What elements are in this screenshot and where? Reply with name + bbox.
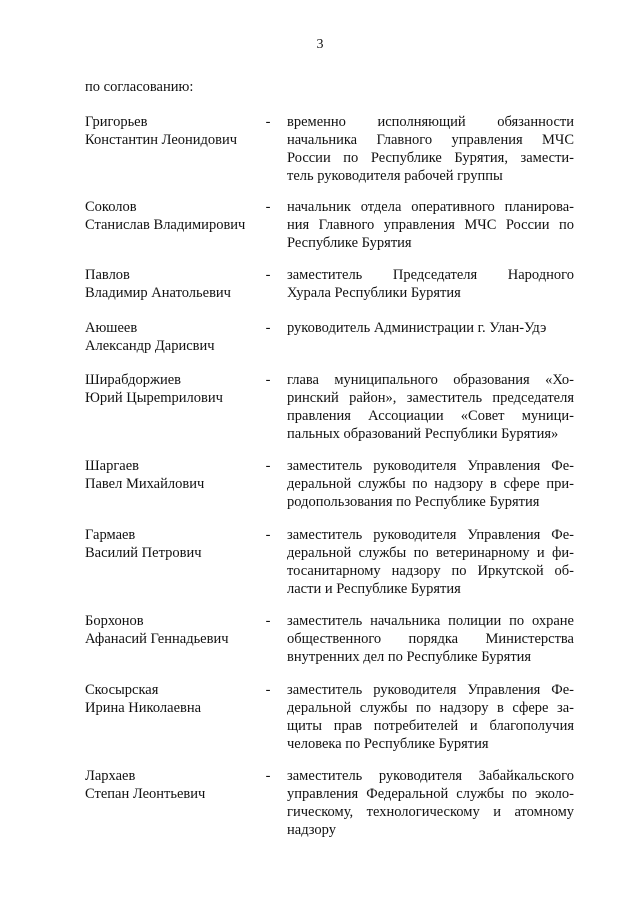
given-names: Александр Дарисвич <box>85 338 215 354</box>
position-line: руководитель Администрации г. Улан-Удэ <box>287 320 547 336</box>
given-names: Ирина Николаевна <box>85 700 202 716</box>
position-line: щиты прав потребителей и благополучия <box>287 718 574 734</box>
position-line: ласти и Республике Бурятия <box>287 581 461 597</box>
position-line: начальник отдела оперативного планирова- <box>287 199 574 215</box>
surname: Соколов <box>85 199 137 215</box>
dash: - <box>265 114 271 130</box>
dash: - <box>265 768 271 784</box>
position-line: общественного порядка Министерства <box>287 631 574 647</box>
surname: Лархаев <box>85 768 136 784</box>
given-names: Станислав Владимирович <box>85 217 246 233</box>
position-line: России по Республике Бурятия, замести- <box>287 150 574 166</box>
given-names: Юрий Цырempилович <box>85 390 223 406</box>
position-line: внутренних дел по Республике Бурятия <box>287 649 532 665</box>
position-line: тосанитарному надзору по Иркутской об- <box>287 563 574 579</box>
dash: - <box>265 372 271 388</box>
position-line: родопользования по Республике Бурятия <box>287 494 540 510</box>
position-description <box>287 767 574 839</box>
position-line: деральной службы по надзору в сфере при- <box>287 476 574 492</box>
position-line: Республике Бурятия <box>287 235 412 251</box>
dash: - <box>265 613 271 629</box>
position-line: деральной службы по надзору в сфере за- <box>287 700 574 716</box>
surname: Ширабдоржиев <box>85 372 182 388</box>
person-name <box>85 767 260 803</box>
dash: - <box>265 320 271 336</box>
dash: - <box>265 527 271 543</box>
person-name <box>85 526 260 562</box>
position-line: управления Федеральной службы по эколо- <box>287 786 574 802</box>
person-name <box>85 371 260 407</box>
surname: Борхонов <box>85 613 144 629</box>
position-line: заместитель руководителя Управления Фе- <box>287 527 574 543</box>
page-number: 3 <box>316 37 324 52</box>
position-line: ринский район», заместитель председателя <box>287 390 574 406</box>
position-description <box>287 266 574 302</box>
position-description <box>287 612 574 666</box>
position-description <box>287 526 574 598</box>
position-line: тель руководителя рабочей группы <box>287 168 503 184</box>
position-line: глава муниципального образования «Хо- <box>287 372 574 388</box>
surname: Павлов <box>85 267 130 283</box>
position-line: надзору <box>287 822 336 838</box>
given-names: Константин Леонидович <box>85 132 238 148</box>
position-description <box>287 198 574 252</box>
given-names: Степан Леонтьевич <box>85 786 206 802</box>
position-line: начальника Главного управления МЧС <box>287 132 574 148</box>
person-name <box>85 198 260 234</box>
given-names: Павел Михайлович <box>85 476 205 492</box>
position-line: заместитель руководителя Управления Фе- <box>287 458 574 474</box>
given-names: Василий Петрович <box>85 545 202 561</box>
surname: Шаргаев <box>85 458 139 474</box>
position-description <box>287 113 574 185</box>
given-names: Афанасий Геннадьевич <box>85 631 229 647</box>
position-line: заместитель руководителя Управления Фе- <box>287 682 574 698</box>
position-line: пальных образований Республики Бурятия» <box>287 426 559 442</box>
position-line: человека по Республике Бурятия <box>287 736 489 752</box>
position-line: временно исполняющий обязанности <box>287 114 574 130</box>
surname: Скосырская <box>85 682 159 698</box>
position-line: заместитель начальника полиции по охране <box>287 613 574 629</box>
position-line: заместитель Председателя Народного <box>287 267 574 283</box>
person-name <box>85 266 260 302</box>
person-name <box>85 612 260 648</box>
given-names: Владимир Анатольевич <box>85 285 231 301</box>
surname: Аюшеев <box>85 320 138 336</box>
dash: - <box>265 682 271 698</box>
position-line: деральной службы по ветеринарному и фи- <box>287 545 574 561</box>
position-line: правления Ассоциации «Совет муници- <box>287 408 574 424</box>
person-name <box>85 319 260 355</box>
surname: Григорьев <box>85 114 148 130</box>
position-line: ния Главного управления МЧС России по <box>287 217 574 233</box>
position-description <box>287 457 574 511</box>
position-line: заместитель руководителя Забайкальского <box>287 768 574 784</box>
position-description <box>287 319 574 337</box>
position-line: Хурала Республики Бурятия <box>287 285 461 301</box>
position-description <box>287 681 574 753</box>
person-name <box>85 681 260 717</box>
surname: Гармаев <box>85 527 136 543</box>
approval-heading: по согласованию: <box>85 79 194 95</box>
position-line: гическому, технологическому и атомному <box>287 804 574 820</box>
person-name <box>85 113 260 149</box>
dash: - <box>265 458 271 474</box>
dash: - <box>265 267 271 283</box>
person-name <box>85 457 260 493</box>
position-description <box>287 371 574 443</box>
dash: - <box>265 199 271 215</box>
